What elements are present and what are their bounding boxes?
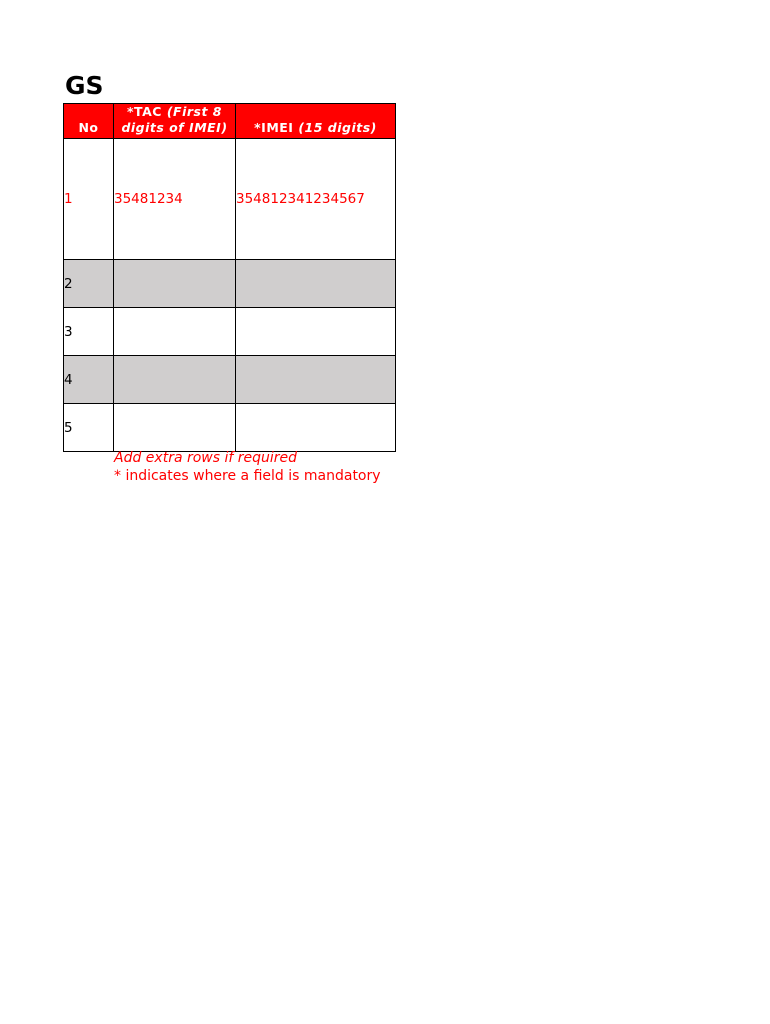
header-imei [236, 104, 396, 139]
header-imei-label: *IMEI [254, 120, 294, 135]
cell-no[interactable]: 1 [64, 139, 114, 260]
table-row [64, 308, 396, 356]
cell-tac[interactable]: 35481234 [114, 139, 236, 260]
table-row [64, 404, 396, 452]
header-imei-hint: (15 digits) [298, 120, 377, 135]
page-title: GS [65, 71, 104, 100]
header-tac-hint: (First 8 digits of IMEI) [121, 104, 228, 135]
cell-no[interactable]: 4 [64, 356, 114, 404]
cell-imei[interactable] [236, 260, 396, 308]
cell-tac[interactable] [114, 404, 236, 452]
cell-imei[interactable]: 354812341234567 [236, 139, 396, 260]
cell-tac[interactable] [114, 356, 236, 404]
header-tac-label: *TAC [127, 104, 162, 119]
extra-rows-note: Add extra rows if required [114, 450, 298, 466]
cell-imei[interactable] [236, 308, 396, 356]
cell-no[interactable]: 3 [64, 308, 114, 356]
cell-imei[interactable] [236, 356, 396, 404]
cell-no[interactable]: 5 [64, 404, 114, 452]
cell-tac[interactable] [114, 308, 236, 356]
header-no: No [64, 104, 114, 139]
imei-table [63, 103, 396, 452]
cell-no[interactable]: 2 [64, 260, 114, 308]
table-header-row [64, 104, 396, 139]
table-row [64, 260, 396, 308]
table-row [64, 356, 396, 404]
table-row [64, 139, 396, 260]
cell-imei[interactable] [236, 404, 396, 452]
cell-tac[interactable] [114, 260, 236, 308]
mandatory-note: * indicates where a field is mandatory [114, 468, 381, 484]
header-tac [114, 104, 236, 139]
